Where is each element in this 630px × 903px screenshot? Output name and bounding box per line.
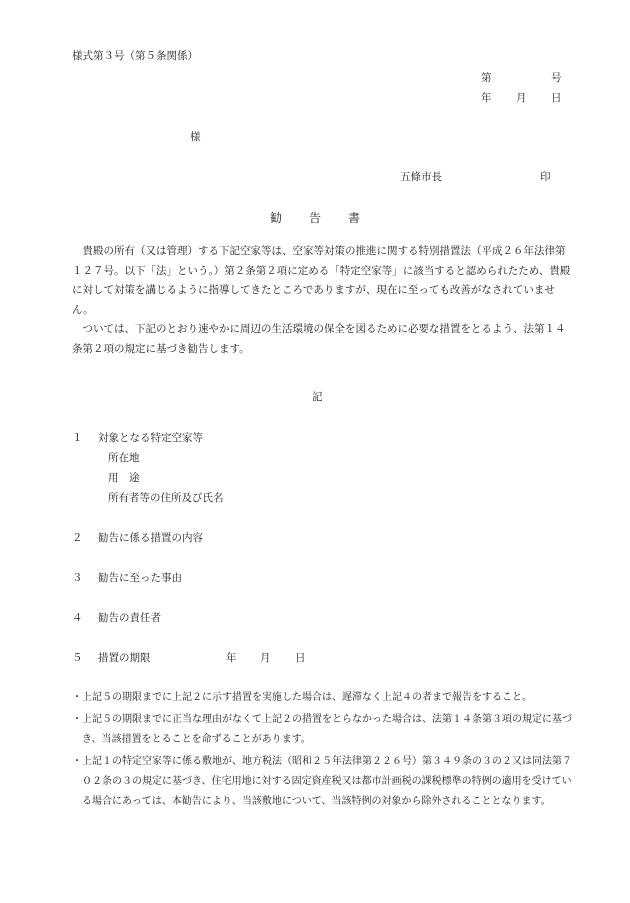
item-number: ２ bbox=[72, 532, 83, 544]
addressee: 様 bbox=[190, 131, 201, 143]
document-number-suffix: 号 bbox=[551, 72, 562, 84]
notes bbox=[72, 688, 572, 814]
list-item bbox=[72, 652, 151, 665]
title-char: 書 bbox=[348, 211, 361, 225]
note-item bbox=[72, 752, 572, 812]
item-label: 勧告に係る措置の内容 bbox=[98, 532, 203, 544]
note-text: 上記５の期限までに上記２に示す措置を実施した場合は、遅滞なく上記４の者まで報告をすること。 bbox=[82, 692, 532, 703]
note-text: 上記１の特定空家等に係る敷地が、地方税法（昭和２５年法律第２２６号）第３４９条の３の２又は同法第７０２条の３の規定に基づき、住宅用地に対する固定資産税又は都市計画税の課税標準の特例の適用を受けている場合にあっては、本勧告により、当該敷地について、当該特例の対象から除外されることとなります。 bbox=[82, 756, 572, 807]
bullet: ・ bbox=[72, 714, 82, 725]
date-day: 日 bbox=[551, 92, 562, 104]
document-number-prefix: 第 bbox=[481, 72, 492, 84]
item-label: 対象となる特定空家等 bbox=[98, 432, 203, 444]
form-label: 様式第３号（第５条関係） bbox=[72, 50, 198, 62]
sub-item: 所在地 bbox=[108, 452, 140, 464]
note-text: 上記５の期限までに正当な理由がなくて上記２の措置をとらなかった場合は、法第１４条第３項の規定に基づき、当該措置をとることを命ずることがあります。 bbox=[82, 714, 572, 745]
bullet: ・ bbox=[72, 756, 82, 767]
note-item bbox=[72, 710, 572, 750]
sub-item: 用 途 bbox=[108, 472, 140, 484]
list-item bbox=[72, 572, 182, 585]
body-paragraph: ついては、下記のとおり速やかに周辺の生活環境の保全を図るために必要な措置をとるよう、法第１４条第２項の規定に基づき勧告します。 bbox=[72, 323, 566, 355]
list-item bbox=[72, 612, 161, 625]
title-char: 勧 bbox=[270, 211, 283, 225]
item-number: ４ bbox=[72, 612, 83, 624]
document-title bbox=[270, 211, 387, 226]
note-item bbox=[72, 688, 572, 708]
title-char: 告 bbox=[309, 211, 322, 225]
ki-heading: 記 bbox=[312, 391, 323, 403]
body-text bbox=[72, 242, 572, 359]
item-label: 措置の期限 bbox=[98, 652, 151, 664]
bullet: ・ bbox=[72, 692, 82, 703]
body-paragraph: 貴殿の所有（又は管理）する下記空家等は、空家等対策の推進に関する特別措置法（平成２６年法律第１２７号。以下「法」という。）第２条第２項に定める「特定空家等」に該当すると認められたため、貴殿に対して対策を講じるように指導してきたところでありますが、現在に至っても改善がなされていません。 bbox=[72, 245, 571, 316]
deadline-year: 年 bbox=[226, 652, 237, 664]
date-month: 月 bbox=[516, 92, 527, 104]
issuer: 五條市長 bbox=[400, 171, 442, 183]
sub-item: 所有者等の住所及び氏名 bbox=[108, 492, 224, 504]
seal-mark: 印 bbox=[540, 171, 551, 183]
item-number: ３ bbox=[72, 572, 83, 584]
deadline-day: 日 bbox=[295, 652, 306, 664]
deadline-month: 月 bbox=[260, 652, 271, 664]
item-label: 勧告の責任者 bbox=[98, 612, 161, 624]
list-item bbox=[72, 432, 203, 445]
item-number: １ bbox=[72, 432, 83, 444]
date-year: 年 bbox=[481, 92, 492, 104]
item-number: ５ bbox=[72, 652, 83, 664]
item-label: 勧告に至った事由 bbox=[98, 572, 182, 584]
list-item bbox=[72, 532, 203, 545]
